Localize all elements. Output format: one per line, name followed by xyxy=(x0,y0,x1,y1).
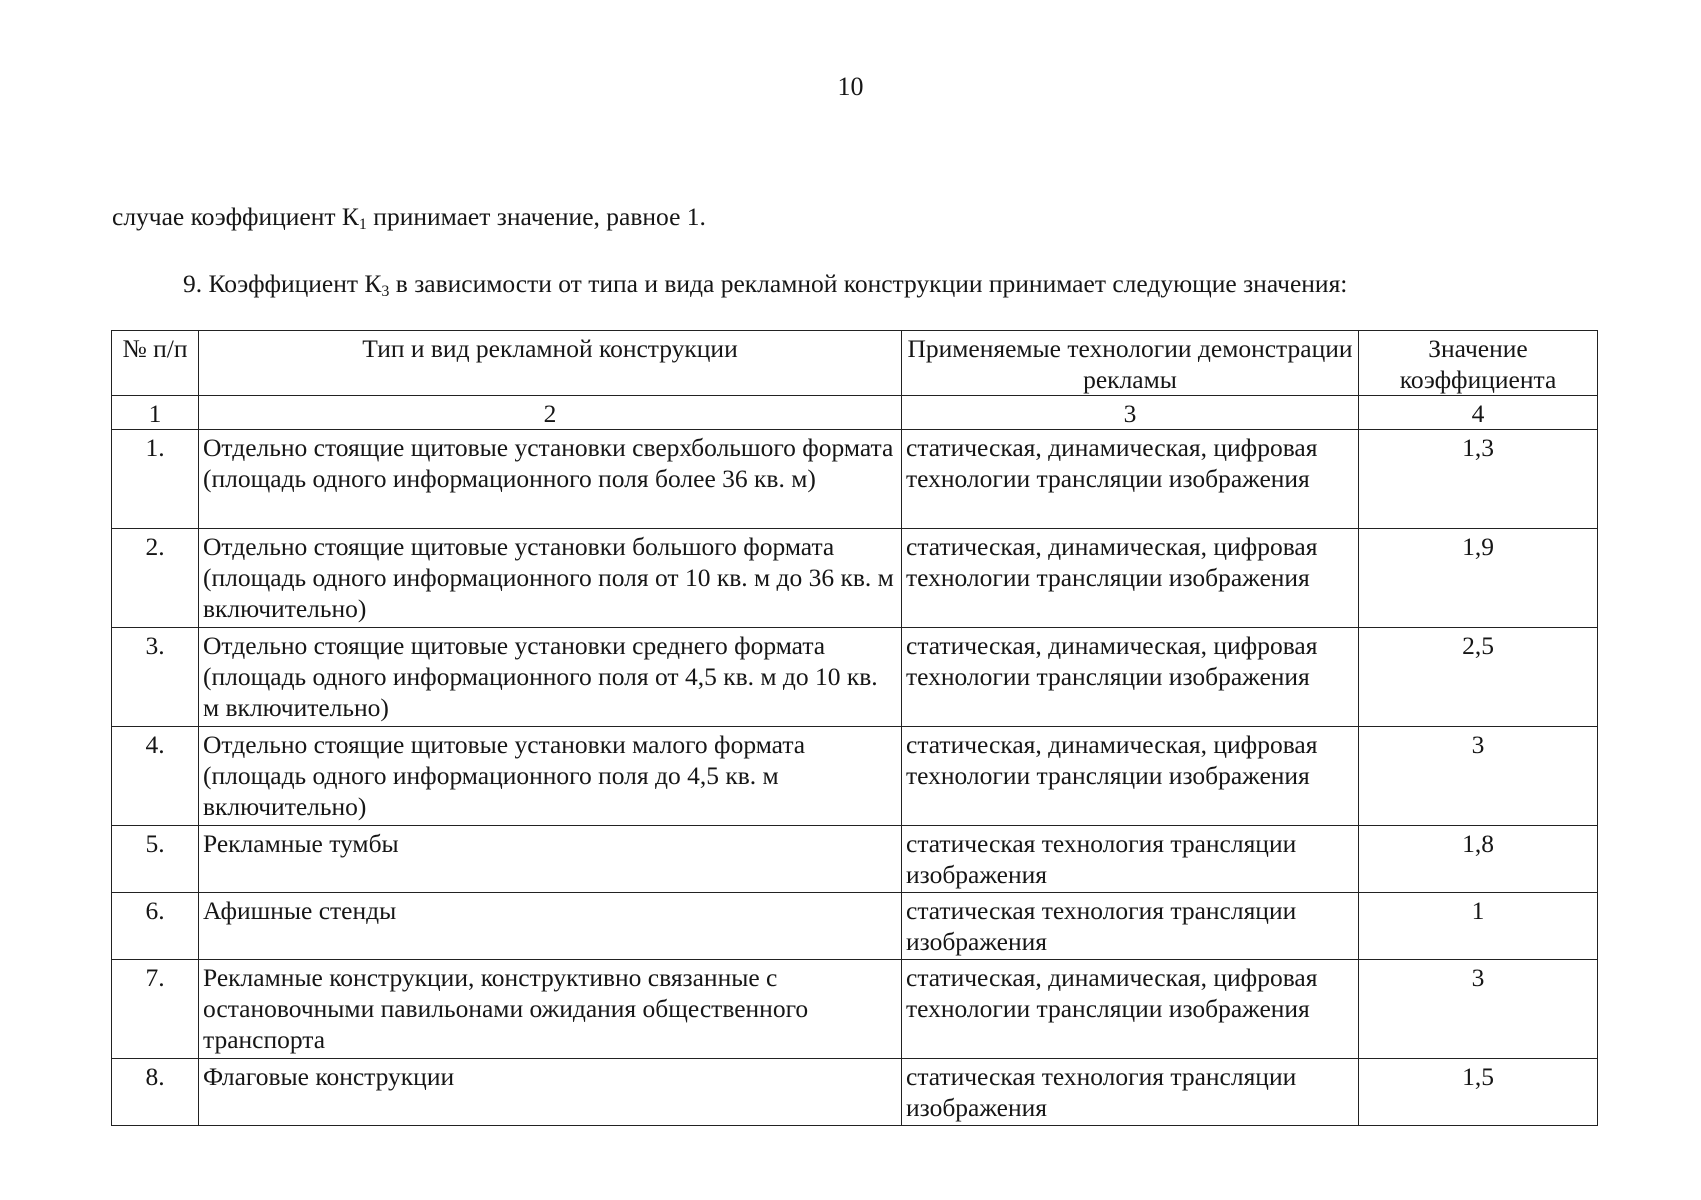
row-technology: статическая технология трансляции изображения xyxy=(902,826,1359,893)
table-row xyxy=(112,529,1598,628)
row-value: 1,3 xyxy=(1359,430,1598,529)
table-row xyxy=(112,893,1598,960)
row-technology: статическая, динамическая, цифровая технологии трансляции изображения xyxy=(902,727,1359,826)
paragraph-text: 9. Коэффициент К xyxy=(183,269,382,298)
row-type: Афишные стенды xyxy=(199,893,902,960)
row-number: 8. xyxy=(112,1059,199,1126)
table-row xyxy=(112,727,1598,826)
row-technology: статическая технология трансляции изображения xyxy=(902,893,1359,960)
row-value: 3 xyxy=(1359,727,1598,826)
column-number-row xyxy=(112,396,1598,430)
row-value: 1 xyxy=(1359,893,1598,960)
row-type: Рекламные конструкции, конструктивно связанные с остановочными павильонами ожидания общественного транспорта xyxy=(199,960,902,1059)
row-number: 7. xyxy=(112,960,199,1059)
row-number: 2. xyxy=(112,529,199,628)
coefficient-table xyxy=(111,330,1598,1126)
subscript: 1 xyxy=(358,216,367,233)
row-type: Отдельно стоящие щитовые установки сверхбольшого формата (площадь одного информационного поля более 36 кв. м) xyxy=(199,430,902,529)
row-value: 1,9 xyxy=(1359,529,1598,628)
row-number: 6. xyxy=(112,893,199,960)
row-technology: статическая, динамическая, цифровая технологии трансляции изображения xyxy=(902,529,1359,628)
row-technology: статическая, динамическая, цифровая технологии трансляции изображения xyxy=(902,960,1359,1059)
row-number: 4. xyxy=(112,727,199,826)
row-technology: статическая, динамическая, цифровая технологии трансляции изображения xyxy=(902,628,1359,727)
row-value: 1,8 xyxy=(1359,826,1598,893)
column-number: 1 xyxy=(112,396,199,430)
row-value: 3 xyxy=(1359,960,1598,1059)
paragraph-item-9 xyxy=(183,269,1347,301)
row-type: Флаговые конструкции xyxy=(199,1059,902,1126)
row-number: 3. xyxy=(112,628,199,727)
table-row xyxy=(112,960,1598,1059)
column-number: 3 xyxy=(902,396,1359,430)
paragraph-text: в зависимости от типа и вида рекламной конструкции принимает следующие значения: xyxy=(389,269,1348,298)
subscript: 3 xyxy=(381,283,390,300)
page-number: 10 xyxy=(837,72,864,101)
header-value: Значение коэффициента xyxy=(1359,331,1598,396)
row-type: Отдельно стоящие щитовые установки большого формата (площадь одного информационного поля от 10 кв. м до 36 кв. м включительно) xyxy=(199,529,902,628)
row-type: Рекламные тумбы xyxy=(199,826,902,893)
column-number: 2 xyxy=(199,396,902,430)
table-row xyxy=(112,628,1598,727)
table-header-row xyxy=(112,331,1598,396)
row-type: Отдельно стоящие щитовые установки среднего формата (площадь одного информационного поля от 4,5 кв. м до 10 кв. м включительно) xyxy=(199,628,902,727)
paragraph-text: случае коэффициент К xyxy=(112,202,359,231)
table-row xyxy=(112,430,1598,529)
row-number: 5. xyxy=(112,826,199,893)
header-technology: Применяемые технологии демонстрации рекламы xyxy=(902,331,1359,396)
row-number: 1. xyxy=(112,430,199,529)
table-row xyxy=(112,826,1598,893)
column-number: 4 xyxy=(1359,396,1598,430)
row-value: 2,5 xyxy=(1359,628,1598,727)
header-type: Тип и вид рекламной конструкции xyxy=(199,331,902,396)
row-technology: статическая, динамическая, цифровая технологии трансляции изображения xyxy=(902,430,1359,529)
table-row xyxy=(112,1059,1598,1126)
row-type: Отдельно стоящие щитовые установки малого формата (площадь одного информационного поля до 4,5 кв. м включительно) xyxy=(199,727,902,826)
paragraph-continuation xyxy=(112,202,706,234)
row-technology: статическая технология трансляции изображения xyxy=(902,1059,1359,1126)
header-number: № п/п xyxy=(112,331,199,396)
row-value: 1,5 xyxy=(1359,1059,1598,1126)
paragraph-text: принимает значение, равное 1. xyxy=(366,202,706,231)
